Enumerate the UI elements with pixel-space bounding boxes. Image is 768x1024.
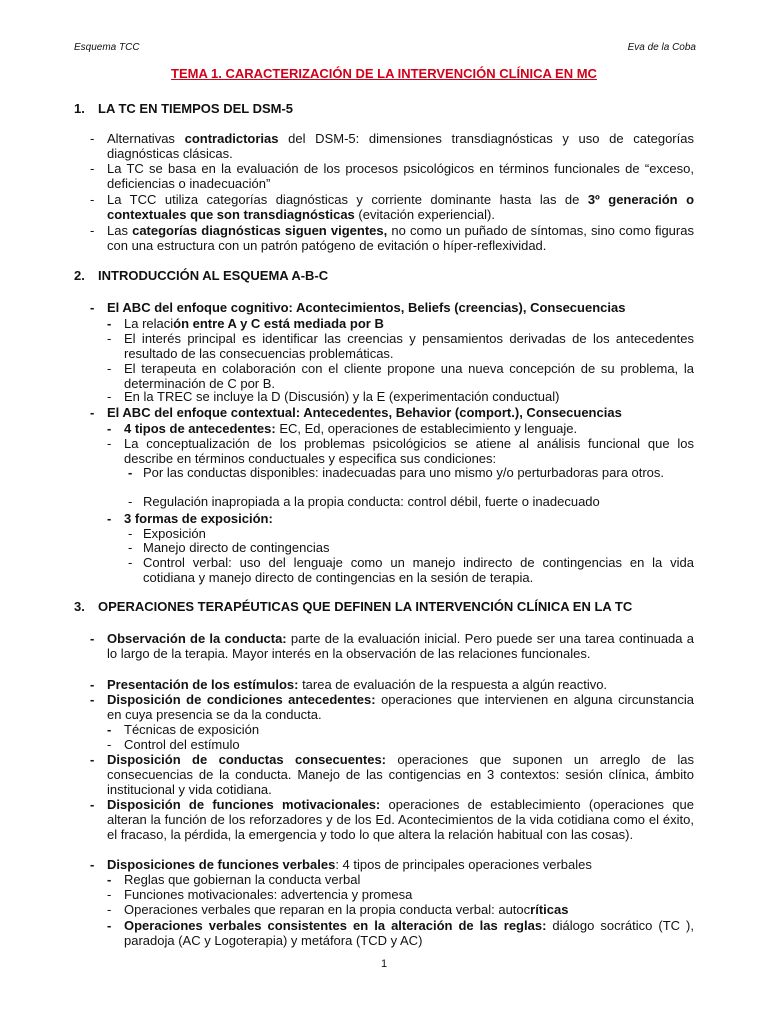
list-item: - Control del estímulo <box>107 737 240 752</box>
list-item: - El interés principal es identificar las creencias y pensamientos derivadas de los antecedentes resultado de las consecuencias problemáticas. <box>107 331 694 361</box>
list-item: - Presentación de los estímulos: tarea de evaluación de la respuesta a algún reactivo. <box>90 677 608 692</box>
list-item: - Técnicas de exposición <box>107 722 260 737</box>
document-title: TEMA 1. CARACTERIZACIÓN DE LA INTERVENCIÓN CLÍNICA EN MC <box>171 66 597 81</box>
list-item: - El terapeuta en colaboración con el cliente propone una nueva concepción de su problema, la determinación de C por B. <box>107 361 694 391</box>
list-item: - Regulación inapropiada a la propia conducta: control débil, fuerte o inadecuado <box>128 494 600 509</box>
list-item: - Reglas que gobiernan la conducta verbal <box>107 872 361 887</box>
list-item: - 4 tipos de antecedentes: EC, Ed, operaciones de establecimiento y lenguaje. <box>107 421 578 436</box>
list-item: - Las categorías diagnósticas siguen vigentes, no como un puñado de síntomas, sino como figuras con una estructura con un patrón patógeno de evitación o híper-reflexividad. <box>90 223 694 253</box>
list-item: - La conceptualización de los problemas psicológicios se atiene al análisis funcional que los describe en términos conductuales y especifica sus condiciones: <box>107 436 694 466</box>
list-item: - Disposición de conductas consecuentes: operaciones que suponen un arreglo de las consecuencias de la conducta. Manejo de las contigencias en 3 contextos: sesión clínica, ámbito institucional y vida cotidiana. <box>90 752 695 797</box>
list-item: - Control verbal: uso del lenguaje como un manejo indirecto de contingencias en la vida cotidiana y manejo directo de contingencias en la sesión de terapia. <box>128 555 694 585</box>
list-item: - Exposición <box>128 526 206 541</box>
list-item: - Operaciones verbales que reparan en la propia conducta verbal: autocríticas <box>107 902 569 917</box>
list-item: - Observación de la conducta: parte de la evaluación inicial. Pero puede ser una tarea continuada a lo largo de la terapia. Mayor interés en la observación de las relaciones funcionales. <box>90 631 694 661</box>
section-heading-2: 2. INTRODUCCIÓN AL ESQUEMA A-B-C <box>74 268 329 283</box>
list-item: - Manejo directo de contingencias <box>128 540 330 555</box>
list-item: - El ABC del enfoque contextual: Antecedentes, Behavior (comport.), Consecuencias <box>90 405 622 420</box>
list-item: - La relación entre A y C está mediada por B <box>107 316 384 331</box>
page-number: 1 <box>380 958 388 970</box>
list-item: - La TCC utiliza categorías diagnósticas y corriente dominante hasta las de 3º generación o contextuales que son transdiagnósticas (evitación experiencial). <box>90 192 695 222</box>
header-right: Eva de la Coba <box>627 42 696 53</box>
list-item: - Alternativas contradictorias del DSM-5: dimensiones transdiagnósticas y uso de categorías diagnósticas clásicas. <box>90 131 694 161</box>
list-item: - El ABC del enfoque cognitivo: Acontecimientos, Beliefs (creencias), Consecuencias <box>90 300 626 315</box>
list-item: - 3 formas de exposición: <box>107 511 273 526</box>
section-heading-1: 1. LA TC EN TIEMPOS DEL DSM-5 <box>74 101 294 116</box>
header-left: Esquema TCC <box>74 42 140 53</box>
list-item: - En la TREC se incluye la D (Discusión) y la E (experimentación conductual) <box>107 389 560 404</box>
list-item: - Disposiciones de funciones verbales: 4 tipos de principales operaciones verbales <box>90 857 592 872</box>
list-item: - Funciones motivacionales: advertencia y promesa <box>107 887 413 902</box>
list-item: - Disposición de funciones motivacionales: operaciones de establecimiento (operaciones que alteran la función de los reforzadores y de los Ed. Acontecimientos de la vida cotidiana como el éxito, el fracaso, la pérdida, la emergencia y todo lo que altera la relación habitual con las cosas). <box>90 797 694 842</box>
list-item: - La TC se basa en la evaluación de los procesos psicológicos en términos funcionales de “exceso, deficiencias o inadecuación” <box>90 161 694 191</box>
list-item: - Disposición de condiciones antecedentes: operaciones que intervienen en alguna circunstancia en cuya presencia se da la conducta. <box>90 692 695 722</box>
list-item: - Por las conductas disponibles: inadecuadas para uno mismo y/o perturbadoras para otros. <box>128 465 665 480</box>
section-heading-3: 3. OPERACIONES TERAPÉUTICAS QUE DEFINEN LA INTERVENCIÓN CLÍNICA EN LA TC <box>74 599 633 614</box>
list-item: - Operaciones verbales consistentes en la alteración de las reglas: diálogo socrático (TC ), paradoja (AC y Logoterapia) y metáfora (TCD y AC) <box>107 918 695 948</box>
